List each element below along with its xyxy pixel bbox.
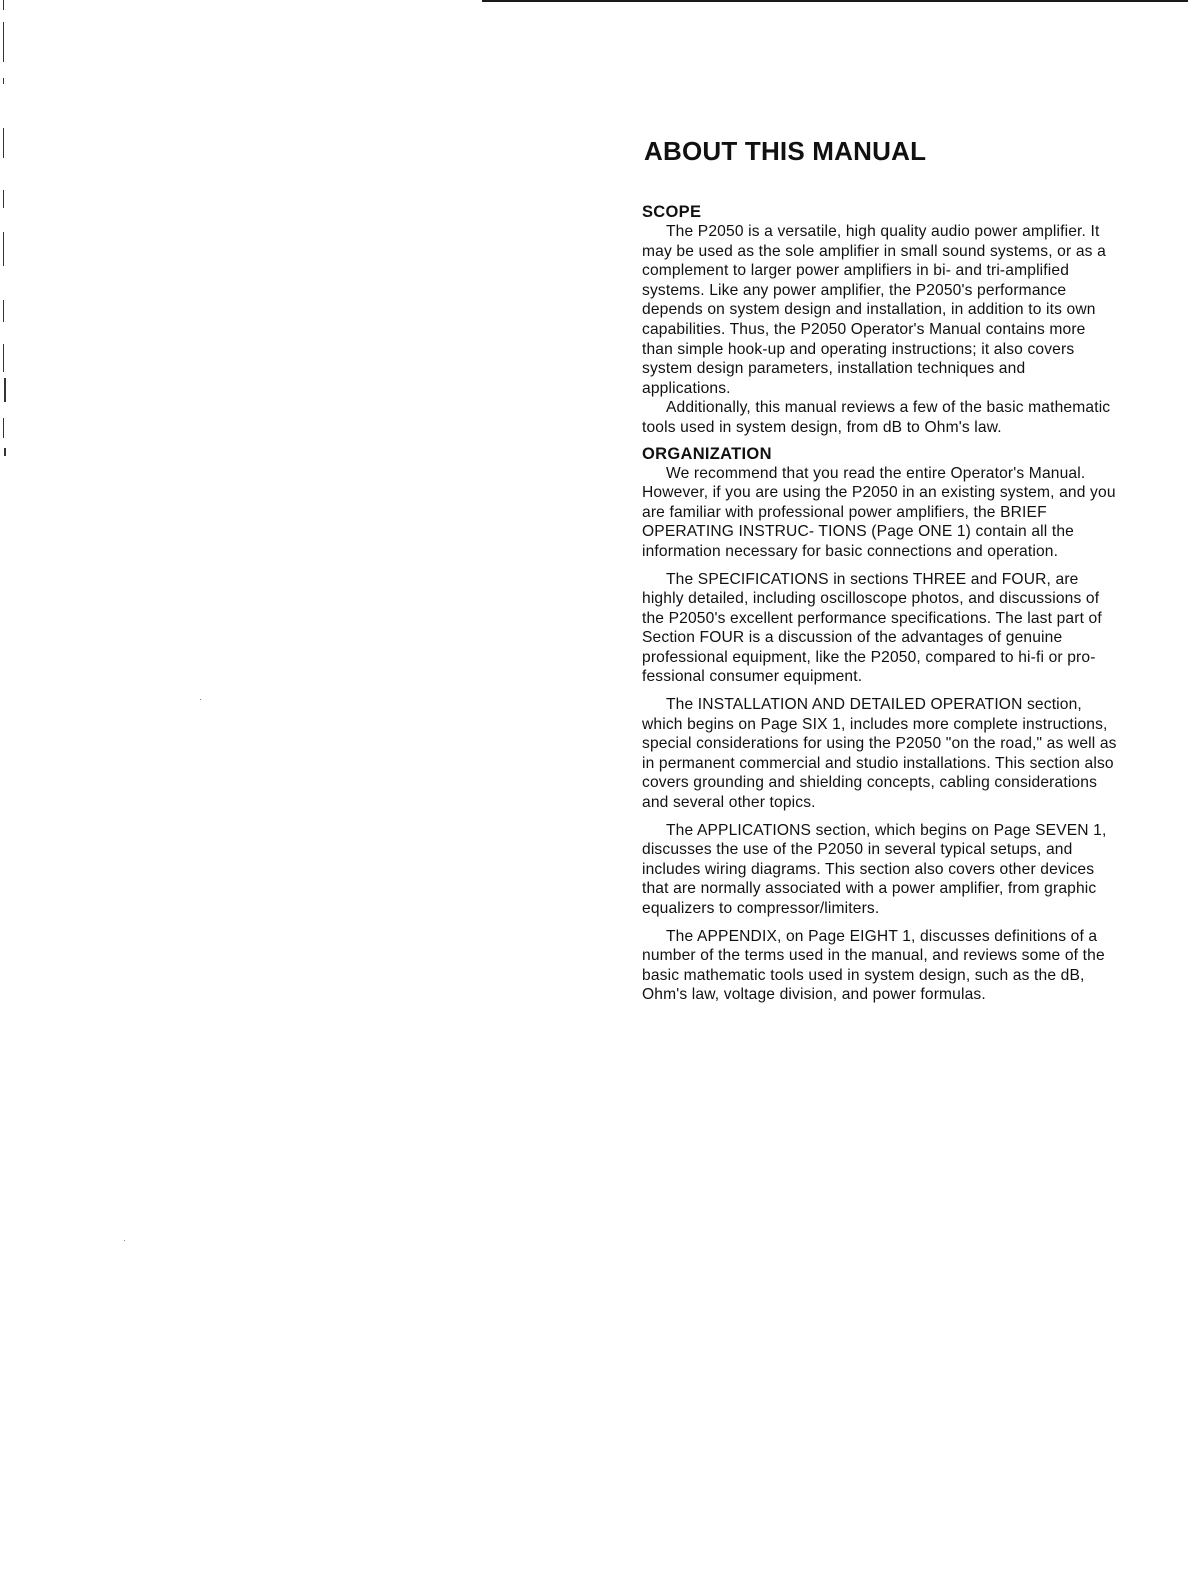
scan-speck xyxy=(200,699,201,700)
scan-speck xyxy=(124,1240,125,1241)
binding-edge-marks xyxy=(0,0,12,470)
scope-paragraph-1: The P2050 is a versatile, high quality audio power amplifier. It may be used as the sole amplifier in small sound systems, or as a complement to larger power amplifiers in bi- and tri-amplified systems. Like any power amplifier, the P2050's performance depends on system design and installation, in addition to its own capabilities. Thus, the P2050 Operator's Manual contains more than simple hook-up and operating instructions; it also covers system design parameters, installation techniques and applications. xyxy=(642,223,1106,397)
page-title: ABOUT THIS MANUAL xyxy=(644,136,927,166)
organization-paragraph-3: The INSTALLATION AND DETAILED OPERATION section, which begins on Page SIX 1, includes more complete instructions, special considerations for using the P2050 "on the road," as well as in permanent commercial and studio installations. This section also covers grounding and shielding concepts, cabling considerations and several other topics. xyxy=(642,696,1117,812)
organization-section xyxy=(642,444,1118,1005)
organization-paragraph-5: The APPENDIX, on Page EIGHT 1, discusses definitions of a number of the terms used in the manual, and reviews some of the basic mathematic tools used in system design, such as the dB, Ohm's law, voltage division, and power formulas. xyxy=(642,927,1105,1004)
scope-paragraph-2: Additionally, this manual reviews a few of the basic mathematic tools used in system design, from dB to Ohm's law. xyxy=(642,399,1111,436)
organization-paragraph-1: We recommend that you read the entire Operator's Manual. However, if you are using the P2050 in an existing system, and you are familiar with professional power amplifiers, the BRIEF OPERATING INSTRUC- TIONS (Page ONE 1) contain all the information necessary for basic connections and operation. xyxy=(642,464,1116,560)
organization-paragraph-2: The SPECIFICATIONS in sections THREE and FOUR, are highly detailed, including oscilloscope photos, and discussions of the P2050's excellent performance specifications. The last part of Section FOUR is a discussion of the advantages of genuine professional equipment, like the P2050, compared to hi-fi or pro- fessional consumer equipment. xyxy=(642,570,1102,686)
scope-section xyxy=(642,202,1118,438)
organization-paragraph-4: The APPLICATIONS section, which begins on Page SEVEN 1, discusses the use of the P2050 in several typical setups, and includes wiring diagrams. This section also covers other devices that are normally associated with a power amplifier, from graphic equalizers to compressor/limiters. xyxy=(642,821,1107,917)
organization-heading: ORGANIZATION xyxy=(642,444,772,463)
top-border-rule xyxy=(482,0,1188,2)
scope-heading: SCOPE xyxy=(642,203,702,221)
manual-page-content xyxy=(642,134,1118,1005)
